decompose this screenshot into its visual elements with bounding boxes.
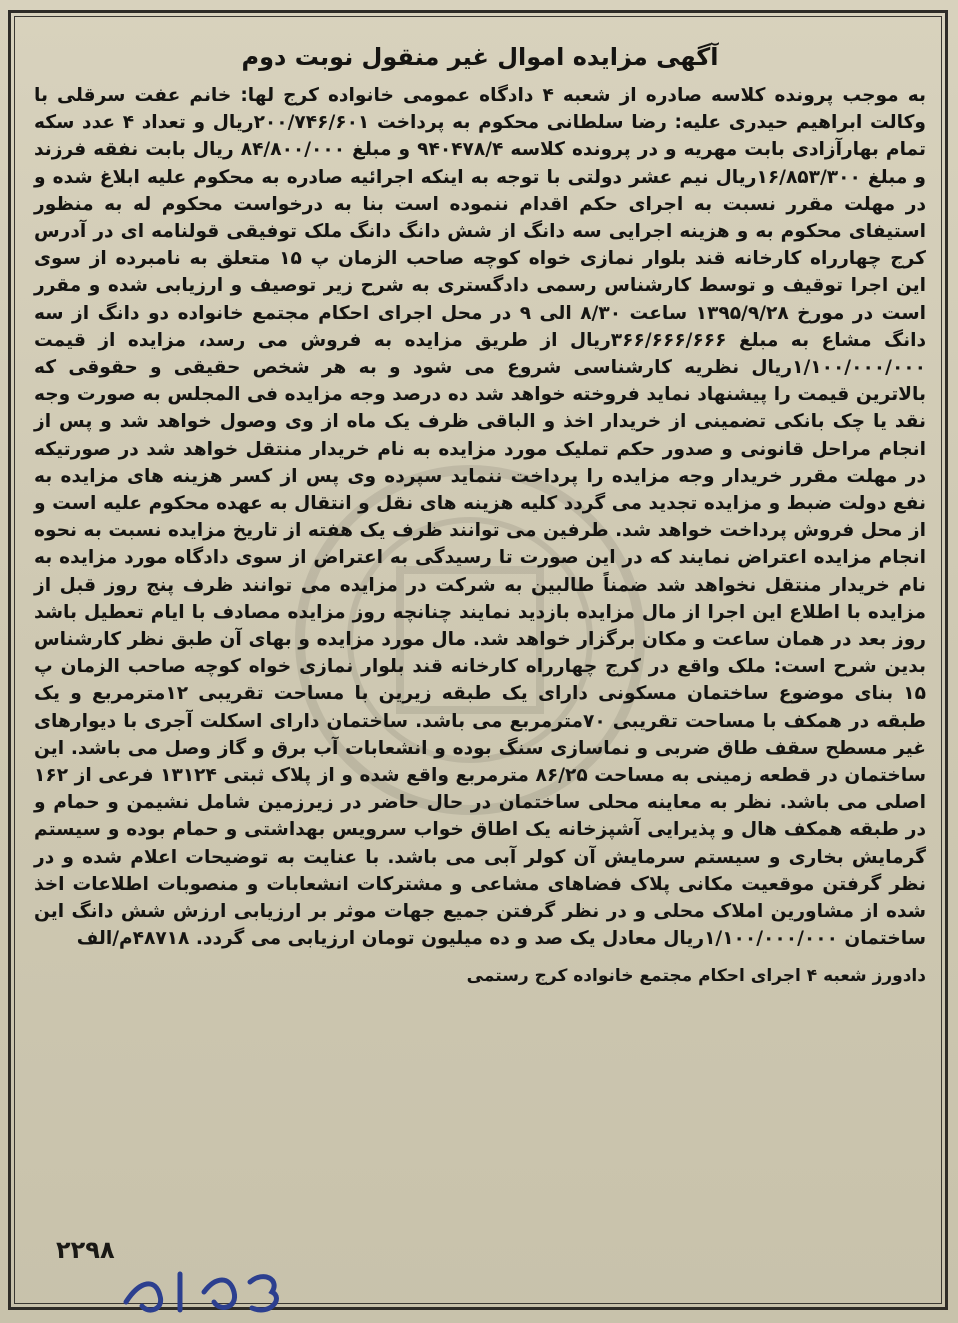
notice-body: به موجب پرونده کلاسه صادره از شعبه ۴ دادگاه عمومی خانواده کرج لها: خانم عفت سرقلی با وکالت ابراهیم حیدری علیه: رضا سلطانی محکوم به پرداخت ۲۰۰/۷۴۶/۶۰۱ریال و تعداد ۴ عدد سکه تمام بهارآزادی بابت مهریه و در پرونده کلاسه ۹۴۰۴۷۸/۴ و مبلغ ۸۴/۸۰۰/۰۰۰ ریال بابت نفقه فرزند و مبلغ ۱۶/۸۵۳/۳۰۰ریال نیم عشر دولتی با توجه به اینکه اجرائیه صادره به محکوم علیه ابلاغ شده و در مهلت مقرر نسبت به اجرای حکم اقدام ننموده است بنا به درخواست محکوم له به منظور استیفای محکوم به و هزینه اجرایی سه دانگ از شش دانگ دانگ ملک توفیقی قولنامه ای در آدرس کرج چهارراه کارخانه قند بلوار نمازی خواه کوچه صاحب الزمان پ ۱۵ متعلق به نامبرده از سوی این اجرا توقیف و توسط کارشناس رسمی دادگستری به شرح زیر توصیف و ارزیابی شده و مقرر است در مورخ ۱۳۹۵/۹/۲۸ ساعت ۸/۳۰ الی ۹ در محل اجرای احکام مجتمع خانواده دو دانگ از سه دانگ مشاع به مبلغ ۳۶۶/۶۶۶/۶۶۶ریال از طریق مزایده به فروش می رسد، مزایده از قیمت ۱/۱۰۰/۰۰۰/۰۰۰ریال نظریه کارشناسی شروع می شود و به هر شخص حقیقی و حقوقی که بالاترین قیمت را پیشنهاد نماید فروخته خواهد شد ده درصد وجه مزایده فی المجلس به صورت وجه نقد یا چک بانکی تضمینی از خریدار اخذ و الباقی ظرف یک ماه از وی وصول خواهد شد و پس از انجام مراحل قانونی و صدور حکم تملیک مورد مزایده به نام خریدار منتقل خواهد شد در صورتیکه در مهلت مقرر خریدار وجه مزایده را پرداخت ننماید سپرده وی پس از کسر هزینه های مزایده به نفع دولت ضبط و مزایده تجدید می گردد کلیه هزینه های نقل و انتقال به عهده محکوم علیه است و از محل فروش پرداخت خواهد شد. طرفین می توانند ظرف یک هفته از تاریخ مزایده نسبت به نحوه انجام مزایده اعتراض نمایند که در این صورت تا رسیدگی به اعتراض از سوی دادگاه مورد مزایده به نام خریدار منتقل نخواهد شد ضمناً طالبین به شرکت در مزایده می توانند ظرف پنج روز قبل از مزایده با اطلاع این اجرا از مال مزایده بازدید نمایند چنانچه روز مزایده مصادف با ایام تعطیل باشد روز بعد در همان ساعت و مکان برگزار خواهد شد. مال مورد مزایده و بهای آن طبق نظر کارشناس بدین شرح است: ملک واقع در کرج چهارراه کارخانه قند بلوار نمازی خواه کوچه صاحب الزمان پ ۱۵ بنای موضوع ساختمان مسکونی دارای یک طبقه زیرین با مساحت تقریبی ۱۲مترمربع و یک طبقه در همکف با مساحت تقریبی ۷۰مترمربع می باشد. ساختمان دارای اسکلت آجری با دیوارهای غیر مسطح سقف طاق ضربی و نماسازی سنگ بوده و انشعابات آب برق و گاز وصل می باشد. این ساختمان در قطعه زمینی به مساحت ۸۶/۲۵ مترمربع واقع شده و از پلاک ثبتی ۱۳۱۲۴ فرعی از ۱۶۲ اصلی می باشد. نظر به معاینه محلی ساختمان در حال حاضر در زیرزمین شامل نشیمن و حمام و در طبقه همکف هال و پذیرایی آشپزخانه یک اطاق خواب سرویس بهداشتی و حمام بوده و سیستم گرمایش بخاری و سیستم سرمایش آن کولر آبی می باشد. با عنایت به توضیحات اعلام شده و در نظر گرفتن موقعیت مکانی پلاک فضاهای مشاعی و مشترکات انشعابات و منصوبات اطلاعات اخذ شده از مشاورین املاک محلی و در نظر گرفتن جمیع جهات موثر بر ارزیابی ارزش شش دانگ این ساختمان ۱/۱۰۰/۰۰۰/۰۰۰ریال معادل یک صد و ده میلیون تومان ارزیابی می گردد. ۴۸۷۱۸م/الف <box>34 85 926 950</box>
handwritten-mark <box>118 1262 288 1318</box>
notice-signature: دادورز شعبه ۴ اجرای احکام مجتمع خانواده کرج رستمی <box>466 965 926 986</box>
notice-title: آگهی مزایده اموال غیر منقول نوبت دوم <box>241 43 719 71</box>
page-number: ۲۲۹۸ <box>56 1236 115 1264</box>
auction-notice <box>34 40 926 989</box>
